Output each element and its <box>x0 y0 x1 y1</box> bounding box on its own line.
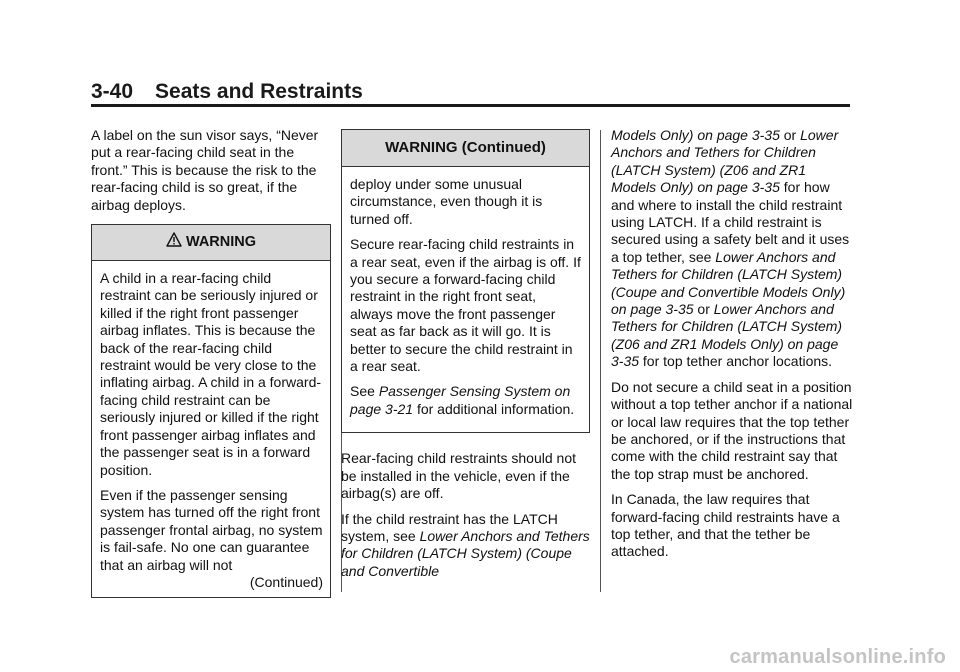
warning-paragraph-1: A child in a rear-facing child restraint can be seriously injured or killed if the right front passenger airbag inflates. This is because the back of the rear-facing child restraint would be very close to the inflating airbag. A child in a forward-facing child restraint can be seriously injured or killed if the right front passenger airbag inflates and the passenger seat is in a forward position. <box>100 270 322 478</box>
column-2 <box>341 127 590 588</box>
xref-latch-z06-2[interactable]: Lower Anchors and Tethers for Children (LATCH System) (Z06 and ZR1 Models Only) on page 3-35 <box>611 301 843 370</box>
text-fragment: or <box>693 301 714 318</box>
warning-continued-p2: Secure rear-facing child restraints in a rear seat, even if the airbag is off. If you secure a forward-facing child restraint in the right front seat, always move the front passenger seat as far back as it will go. It is better to secure the child restraint in a rear seat. <box>350 236 581 375</box>
warning-title: WARNING <box>185 233 257 250</box>
watermark: carmanualsonline.info <box>729 646 946 668</box>
text-fragment: for additional information. <box>413 400 575 417</box>
text-fragment: for how and where to install the child restraint using LATCH. If a child restraint is secured using a safety belt and it uses a top tether, see <box>611 179 850 265</box>
page-header <box>91 80 851 104</box>
header-rule <box>91 104 850 107</box>
text-fragment: for top tether anchor locations. <box>639 353 833 370</box>
page-number: 3-40 <box>91 80 134 103</box>
top-tether-paragraph: Do not secure a child seat in a position without a top tether anchor if a national or local law requires that the top tether be anchored, or if the instructions that come with the child restraint say that the top strap must be anchored. <box>611 378 853 482</box>
rear-facing-paragraph: Rear-facing child restraints should not be installed in the vehicle, even if the airbag(s) are off. <box>341 450 577 502</box>
warning-body <box>92 261 330 597</box>
warning-continued-body <box>342 167 589 432</box>
xref-latch-z06[interactable]: Lower Anchors and Tethers for Children (LATCH System) (Z06 and ZR1 Models Only) on page 3-35 <box>611 127 839 196</box>
latch-paragraph <box>341 511 590 581</box>
xref-latch-coupe[interactable]: Lower Anchors and Tethers for Children (LATCH System) (Coupe and Convertible <box>341 527 590 579</box>
text-fragment: See <box>350 383 379 400</box>
latch-continued-paragraph <box>611 127 853 371</box>
xref-latch-coupe-2[interactable]: Lower Anchors and Tethers for Children (LATCH System) (Coupe and Convertible Models Only) on page 3-35 <box>611 248 846 318</box>
warning-triangle-icon <box>166 232 182 252</box>
warning-continued-box <box>341 129 590 433</box>
text-fragment: If the child restraint has the LATCH system, see <box>341 510 558 544</box>
xref-passenger-sensing[interactable]: Passenger Sensing System on page 3-21 <box>350 383 571 417</box>
column-2-text <box>341 450 590 580</box>
intro-paragraph: A label on the sun visor says, “Never put a rear-facing child seat in the front.” This is because the risk to the rear-facing child is so great, if the airbag deploys. <box>91 127 319 213</box>
continued-label: (Continued) <box>249 573 323 590</box>
text-fragment: or <box>779 127 801 143</box>
warning-paragraph-2: Even if the passenger sensing system has turned off the right front passenger frontal airbag, no system is fail-safe. No one can guarantee that an airbag will not <box>100 486 323 573</box>
warning-continued-header: WARNING (Continued) <box>342 130 589 167</box>
column-divider-2 <box>600 130 601 592</box>
warning-box <box>91 224 331 598</box>
column-1 <box>91 127 331 598</box>
section-title: Seats and Restraints <box>155 80 363 103</box>
canada-paragraph: In Canada, the law requires that forward-facing child restraints have a top tether, and that the tether be attached. <box>611 491 840 560</box>
warning-continued-p3 <box>350 383 582 418</box>
warning-header <box>92 225 330 261</box>
warning-continued-p1: deploy under some unusual circumstance, even though it is turned off. <box>350 176 543 227</box>
xref-latch-coupe-cont[interactable]: Models Only) on page 3-35 <box>611 127 780 143</box>
column-3 <box>611 127 853 569</box>
